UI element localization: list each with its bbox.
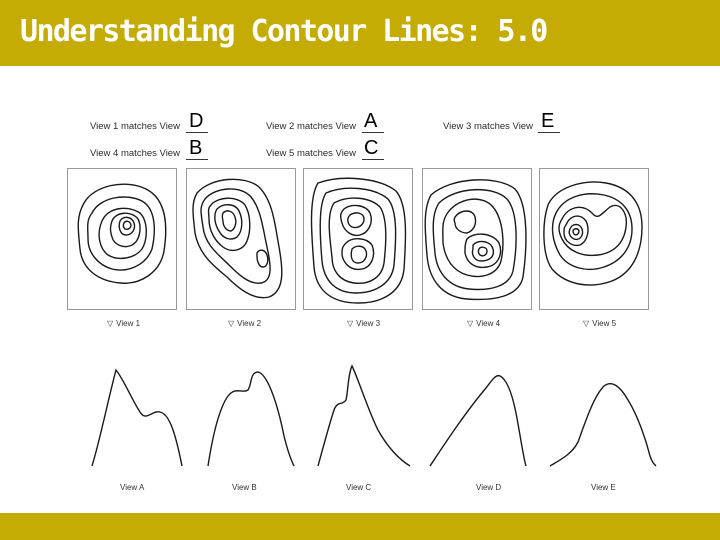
contour-map-view-3 [303, 168, 413, 310]
title-bar [0, 0, 720, 66]
triangle-marker-icon: ▽ [107, 319, 114, 328]
profile-view-c [316, 360, 416, 470]
match-label-view-3: View 3 matches View [443, 121, 533, 132]
match-label-view-2: View 2 matches View [266, 121, 356, 132]
profile-view-d [428, 360, 538, 470]
contour-view-label: ▽ View 5 [583, 319, 617, 328]
contour-map-view-5 [539, 168, 649, 310]
contour-view-label: ▽ View 2 [228, 319, 262, 328]
triangle-marker-icon: ▽ [347, 319, 354, 328]
profile-view-label: View D [476, 483, 502, 492]
match-label-view-4: View 4 matches View [90, 148, 180, 159]
contour-view-label: ▽ View 1 [107, 319, 141, 328]
match-answer-view-4: B [189, 137, 203, 159]
match-label-view-5: View 5 matches View [266, 148, 356, 159]
answer-blank-line [538, 132, 560, 133]
contour-map-view-4 [422, 168, 532, 310]
profile-view-label: View B [232, 483, 257, 492]
profile-view-b [206, 360, 306, 470]
answer-blank-line [362, 159, 384, 160]
contour-map-view-2 [186, 168, 296, 310]
slide-title: Understanding Contour Lines: 5.0 [20, 14, 547, 49]
triangle-marker-icon: ▽ [228, 319, 235, 328]
contour-view-label: ▽ View 4 [467, 319, 501, 328]
match-answer-view-1: D [189, 110, 204, 132]
match-answer-view-2: A [364, 110, 378, 132]
match-label-view-1: View 1 matches View [90, 121, 180, 132]
footer-bar [0, 513, 720, 540]
profile-view-label: View E [591, 483, 616, 492]
contour-view-label: ▽ View 3 [347, 319, 381, 328]
profile-view-a [90, 360, 190, 470]
answer-blank-line [186, 159, 208, 160]
triangle-marker-icon: ▽ [583, 319, 590, 328]
answer-blank-line [186, 132, 208, 133]
answer-blank-line [362, 132, 384, 133]
profile-view-e [548, 360, 660, 470]
contour-map-view-1 [67, 168, 177, 310]
profile-view-label: View A [120, 483, 145, 492]
match-answer-view-5: C [364, 137, 379, 159]
match-answer-view-3: E [541, 110, 555, 132]
triangle-marker-icon: ▽ [467, 319, 474, 328]
profile-view-label: View C [346, 483, 372, 492]
